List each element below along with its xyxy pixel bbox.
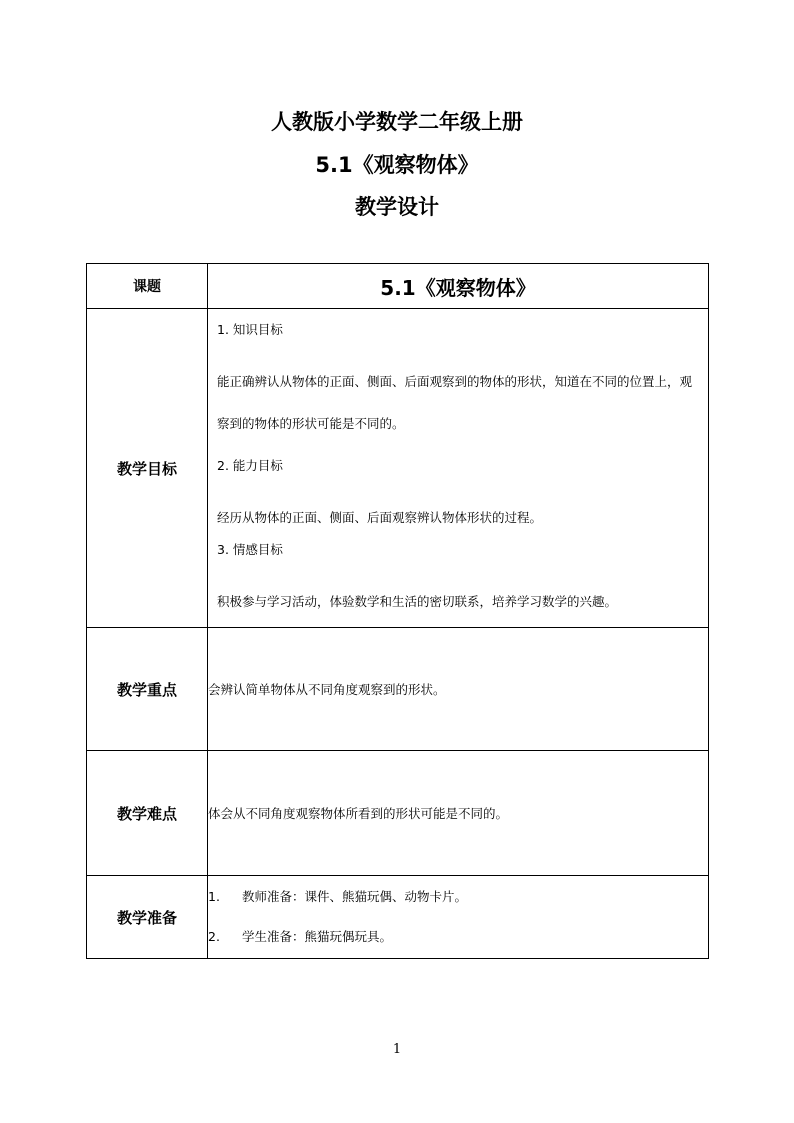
table-row-topic	[87, 264, 709, 309]
difficulties-label: 教学难点	[87, 751, 208, 876]
goals-content	[208, 309, 709, 628]
list-text: 学生准备：熊猫玩偶玩具。	[242, 929, 393, 944]
goals-label: 教学目标	[87, 309, 208, 628]
list-text: 教师准备：课件、熊猫玩偶、动物卡片。	[242, 889, 468, 904]
lesson-title: 5.1《观察物体》	[315, 153, 479, 177]
table-row-key-points	[87, 628, 709, 751]
difficulties-text: 体会从不同角度观察物体所看到的形状可能是不同的。	[208, 751, 709, 876]
topic-label: 课题	[87, 264, 208, 309]
preparation-label: 教学准备	[87, 876, 208, 959]
key-points-label: 教学重点	[87, 628, 208, 751]
list-item	[208, 877, 708, 917]
key-points-text: 会辨认简单物体从不同角度观察到的形状。	[208, 628, 709, 751]
topic-value: 5.1《观察物体》	[208, 264, 709, 309]
table-row-preparation	[87, 876, 709, 959]
list-number: 2.	[208, 929, 220, 944]
goal-text: 经历从物体的正面、侧面、后面观察辨认物体形状的过程。	[217, 510, 543, 525]
lesson-plan-table	[86, 263, 709, 959]
goal-heading: 2. 能力目标	[217, 458, 283, 473]
page-number: 1	[392, 1042, 402, 1057]
goal-text: 积极参与学习活动，体验数学和生活的密切联系，培养学习数学的兴趣。	[217, 594, 618, 609]
preparation-content	[208, 876, 709, 959]
document-subtitle: 教学设计	[355, 195, 439, 219]
goal-text: 能正确辨认从物体的正面、侧面、后面观察到的物体的形状，知道在不同的位置上，观察到的物体的形状可能是不同的。	[217, 374, 693, 431]
list-item	[208, 917, 708, 957]
document-title: 人教版小学数学二年级上册	[271, 110, 523, 134]
table-row-goals	[87, 309, 709, 628]
list-number: 1.	[208, 889, 220, 904]
goal-heading: 1. 知识目标	[217, 322, 283, 337]
goal-heading: 3. 情感目标	[217, 542, 283, 557]
table-row-difficulties	[87, 751, 709, 876]
